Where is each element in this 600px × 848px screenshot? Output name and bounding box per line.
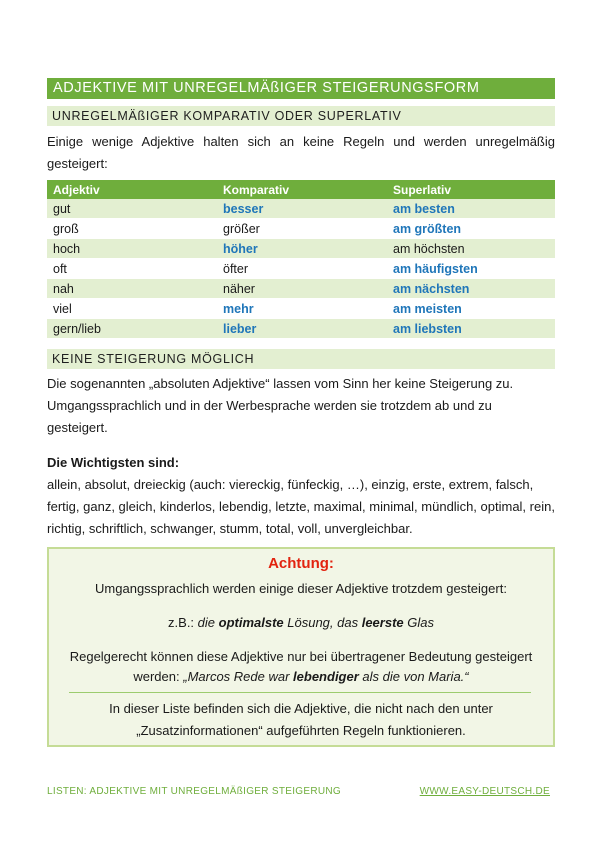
section-heading-irregular: UNREGELMÄßIGER KOMPARATIV ODER SUPERLATIV <box>47 106 555 126</box>
cell-komparativ: mehr <box>217 299 387 319</box>
adjective-table <box>47 180 555 339</box>
note-example <box>49 615 553 630</box>
header-komparativ: Komparativ <box>217 180 387 199</box>
cell-superlativ: am nächsten <box>387 279 555 299</box>
header-superlativ: Superlativ <box>387 180 555 199</box>
footer-website-link[interactable]: WWW.EASY-DEUTSCH.DE <box>419 786 550 797</box>
cell-komparativ: höher <box>217 239 387 259</box>
adjective-list: allein, absolut, dreieckig (auch: viereckig, fünfeckig, …), einzig, erste, extrem, falsch, fertig, ganz, gleich, kinderlos, lebendig, letzte, maximal, minimal, mündlich, optimal, rein, richtig, schriftlich, schwanger, stumm, total, voll, unvergleichbar. <box>47 477 555 536</box>
table-row <box>47 299 555 319</box>
cell-adjektiv: viel <box>47 299 217 319</box>
header-adjektiv: Adjektiv <box>47 180 217 199</box>
quote-part1: „Marcos Rede war <box>183 669 294 684</box>
example-prefix: z.B.: <box>168 615 198 630</box>
footer-title: LISTEN: ADJEKTIVE MIT UNREGELMÄßIGER STEIGERUNG <box>47 786 341 797</box>
table-header-row <box>47 180 555 199</box>
quote-word: lebendiger <box>293 669 359 684</box>
cell-adjektiv: hoch <box>47 239 217 259</box>
table-row <box>47 279 555 299</box>
cell-komparativ: besser <box>217 199 387 219</box>
quote-prefix: werden: <box>133 669 184 684</box>
cell-adjektiv: gut <box>47 199 217 219</box>
cell-adjektiv: nah <box>47 279 217 299</box>
quote-part2: als die von Maria.“ <box>358 669 469 684</box>
cell-superlativ: am höchsten <box>387 239 555 259</box>
example-word2: leerste <box>361 615 404 630</box>
cell-komparativ: größer <box>217 219 387 239</box>
table-row <box>47 199 555 219</box>
cell-superlativ: am liebsten <box>387 319 555 339</box>
example-word1: optimalste <box>218 615 284 630</box>
list-label: Die Wichtigsten sind: <box>47 455 180 470</box>
note-quote-line <box>49 669 553 684</box>
cell-adjektiv: gern/lieb <box>47 319 217 339</box>
note-line-additional-info: „Zusatzinformationen“ aufgeführten Regeln funktionieren. <box>136 723 466 738</box>
page-title: ADJEKTIVE MIT UNREGELMÄßIGER STEIGERUNGSFORM <box>47 78 555 99</box>
section-heading-no-comparison: KEINE STEIGERUNG MÖGLICH <box>47 349 555 369</box>
note-line-colloquial: Umgangssprachlich werden einige dieser Adjektive trotzdem gesteigert: <box>95 581 507 596</box>
cell-adjektiv: groß <box>47 219 217 239</box>
intro-paragraph: Einige wenige Adjektive halten sich an keine Regeln und werden unregelmäßig gesteigert: <box>47 134 555 171</box>
attention-title: Achtung: <box>268 555 334 572</box>
table-row <box>47 259 555 279</box>
cell-komparativ: lieber <box>217 319 387 339</box>
attention-box <box>47 547 555 747</box>
table-row <box>47 219 555 239</box>
example-part1: die <box>197 615 219 630</box>
cell-komparativ: öfter <box>217 259 387 279</box>
example-part2: Lösung, das <box>283 615 362 630</box>
absolute-adjectives-paragraph: Die sogenannten „absoluten Adjektive“ lassen vom Sinn her keine Steigerung zu. Umgangssprachlich und in der Werbesprache werden sie trotzdem ab und zu gesteigert. <box>47 376 514 435</box>
example-part3: Glas <box>403 615 434 630</box>
note-line-list-info: In dieser Liste befinden sich die Adjektive, die nicht nach den unter <box>109 701 493 716</box>
note-divider <box>69 692 531 693</box>
table-row <box>47 319 555 339</box>
cell-superlativ: am meisten <box>387 299 555 319</box>
cell-komparativ: näher <box>217 279 387 299</box>
note-line-rule: Regelgerecht können diese Adjektive nur bei übertragener Bedeutung gesteigert <box>69 649 533 664</box>
table-row <box>47 239 555 259</box>
cell-superlativ: am besten <box>387 199 555 219</box>
cell-superlativ: am größten <box>387 219 555 239</box>
cell-adjektiv: oft <box>47 259 217 279</box>
cell-superlativ: am häufigsten <box>387 259 555 279</box>
